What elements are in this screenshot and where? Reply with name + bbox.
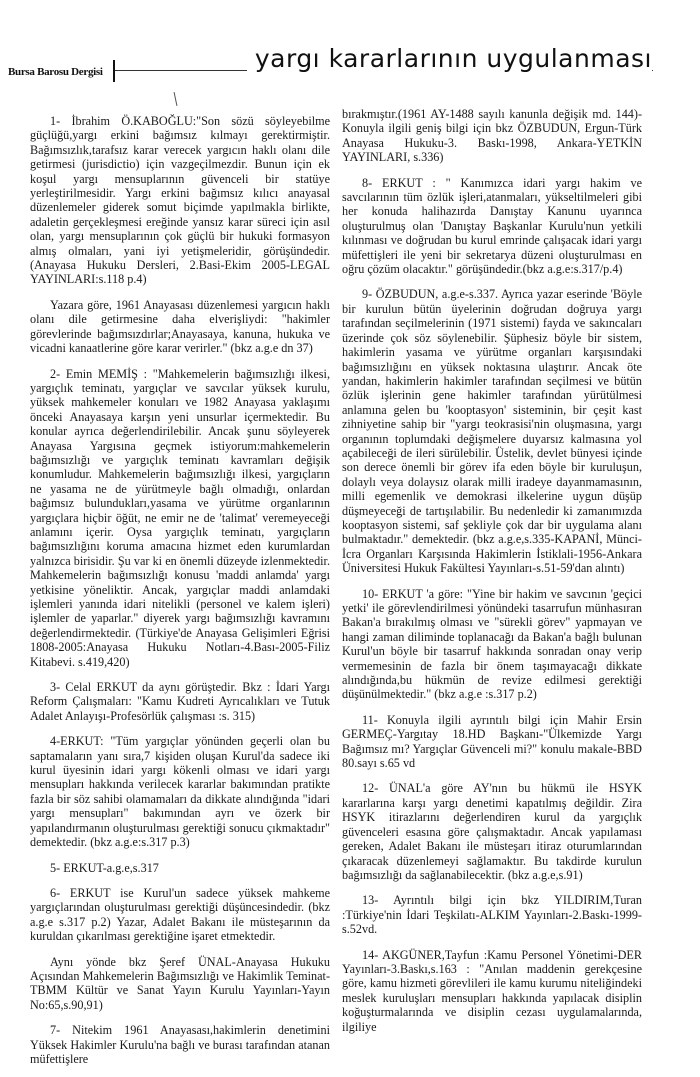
journal-name: Bursa Barosu Dergisi (8, 66, 103, 78)
footnote-1-note: Yazara göre, 1961 Anayasası düzenlemesi yargıcın haklı olanı dile getirmesine daha elverişliydi: "hakimler görevlerinde bağımsızdırlar;Anayasaya, kanuna, hukuka ve vicadni kanaatlerine göre karar verirler." (bkz a.g.e dn 37) (30, 297, 330, 356)
footnote-4: 4-ERKUT: "Tüm yargıçlar yönünden geçerli olan bu saptamaların yanı sıra,7 kişiden oluşan Kurul'da sadece iki kurul üyesinin idari yargı kökenli olması ve idari yargı mensupları hakkında verilecek kararlar bakımından pratikte fazla bir söz sahibi olamamaları da dikkate alındığında "idari yargı mensupları" bakımından ayrı ve özerk bir yapılandırmanın oluşturulması gerektiği sonucu çıkmaktadır" demektedir. (bkz a.g.e:s.317 p.3) (30, 734, 330, 850)
footnote-14: 14- AKGÜNER,Tayfun :Kamu Personel Yönetimi-DER Yayınları-3.Baskı,s.163 : "Anılan maddenin gerekçesine göre, kamu hizmeti görevlileri ile kamu kurumu niteliğindeki meslek kuruluşları mensupları hakkında yapılacak disiplin koğuşturmalarında ve disiplin cezası uygulamalarında, ilgiliye (342, 947, 642, 1034)
left-column (30, 114, 330, 1077)
footnote-7-cont: bırakmıştır.(1961 AY-1488 sayılı kanunla değişik md. 144)-Konuyla ilgili geniş bilgi için bkz ÖZBUDUN, Ergun-Türk Anayasa Hukuku-3. Baskı-1998, Ankara-YETKİN YAYINLARI, s.336) (342, 107, 642, 165)
right-column (342, 107, 642, 1045)
page-header (0, 0, 700, 90)
footnote-3: 3- Celal ERKUT da aynı görüştedir. Bkz : İdari Yargı Reform Çalışmaları: "Kamu Kudreti Ayrıcalıkları ve Tutuk Adalet Anlayışı-Profesörlük çalışması :s. 315) (30, 680, 330, 723)
footnote-12: 12- ÜNAL'a göre AY'nın bu hükmü ile HSYK kararlarına karşı yargı denetimi kapatılmış değildir. Zira HSYK itirazlarını değerlendiren kurul da yargıçlık güvenceleri esasına göre çalışmaktadır. Ancak yapılaması gereken, Adalet Bakanı ile müsteşarı itiraz oturumlarından çıkaracak düzenlemeyi sağlamaktır. Bu takdirde kurulun bağımsızlığı da sağlanabilecektir. (bkz a.g.e,s.91) (342, 781, 642, 882)
pen-mark (174, 92, 178, 106)
footnote-1: 1- İbrahim Ö.KABOĞLU:"Son sözü söyleyebilme güçlüğü,yargı erkini bağımsız kılmayı gerektirmiştir. Bağımsızlık,tarafsız karar verecek yargıcın haklı olanı dile getirmesi (jurisdictio) için vazgeçilmezdir. Bunun için ek koşul yargı mensuplarının güvenceli bir statüye yerleştirilmesidir. Yargı erkini bağımsız kılıcı anayasal düzenlemeler giderek somut biçimde yapılmakla birlikte, adaletin gerçekleşmesi ereğinde yansız karar süreci için asıl olan, yargı mensuplarının çok güçlü bir hukuki formasyon almış olmaları, yani iyi yetişmeleridir, görüşündedir.(Anayasa Hukuku Dersleri, 2.Basi-Ekim 2005-LEGAL YAYINLARI:s.118 p.4) (30, 114, 330, 287)
header-divider (113, 60, 115, 82)
footnote-8: 8- ERKUT : " Kanımızca idari yargı hakim ve savcılarının tüm özlük işleri,atanmaları, yükseltilmeleri gibi her konuda halihazırda Danıştay Kanunu uyarınca oluşturulmuş olan 'Danıştay Başkanlar Kurulu'nun yetkili kılınması ve doğrudan bu kurul emrinde çalışacak idari yargı müfettişleri ile yeni bir sekretarya düzeni oluşturulması en oğru çözüm olacaktır." görüşündedir.(bkz a.g.e:s.317/p.4) (342, 175, 642, 277)
footnote-7: 7- Nitekim 1961 Anayasası,hakimlerin denetimini Yüksek Hakimler Kurulu'na bağlı ve burası tarafından atanan müfettişlere (30, 1023, 330, 1066)
footnote-6-note: Aynı yönde bkz Şeref ÜNAL-Anayasa Hukuku Açısından Mahkemelerin Bağımsızlığı ve Hakimlik Teminat-TBMM Kültür ve Sanat Yayın Kurulu Yayınları-Yayın No:65,s.90,91) (30, 954, 330, 1012)
footnote-11: 11- Konuyla ilgili ayrıntılı bilgi için Mahir Ersin GERMEÇ-Yargıtay 18.HD Başkanı-"Ülkemizde Yargı Bağımsız mı? Yargıçlar Güvenceli mi?" konulu makale-BBD 80.sayı s.65 vd (342, 712, 642, 771)
footnote-5: 5- ERKUT-a.g.e,s.317 (50, 860, 159, 875)
footnote-9: 9- ÖZBUDUN, a.g.e-s.337. Ayrıca yazar eserinde 'Böyle bir kurulun bütün üyelerinin doğrudan doğruya yargı tarafından seçilmelerinin (1971 sistemi) fayda ve sakıncaları üzerinde çok söz söylenebilir. Şüphesiz böyle bir sistem, hakimlerin yasama ve yürütme organları karşısındaki bağımsızlığını en yüksek noktasına ulaştırır. Ancak öte yandan, hakimlerin hakimler tarafından seçilmesi ve bütün özlük işlerinin gene hakimler tarafından yürütülmesi anlamına gelen bu 'kooptasyon' sisteminin, bir çeşit kast zihniyetine sahip bir "yargı teokrasisi'nin oluşmasına, yargı organının toplumdaki değişmelere duyarsız kalmasına yol açabileceği de ileri sürülebilir. Üstelik, devlet bünyesi içinde son derece önemli bir görev ifa eden böyle bir kuruluşun, dolaylı veya dolaysız olarak milli iradeye dayanmamasının, milli egemenlik ve demokrasi ilkelerine uygun düşüp düşmeyeceği de tartışılabilir. Bu nedenledir ki zamanımızda kooptasyon sistemi, saf şekliyle çok dar bir uygulama alanı bulmaktadır." demektedir. (bkz a.g.e,s.335-KAPANİ, Münci-İcra Organları Karşısında Hakimlerin İstiklali-1956-Ankara Üniversitesi Hukuk Fakültesi Yayınları-s.51-59'dan alıntı) (342, 287, 642, 576)
footnote-13: 13- Ayrıntılı bilgi için bkz YILDIRIM,Turan :Türkiye'nin İdari Teşkilatı-ALKIM Yayınları-2.Baskı-1999-s.52vd. (342, 893, 642, 937)
footnote-2: 2- Emin MEMİŞ : "Mahkemelerin bağımsızlığı ilkesi, yargıçlık teminatı, yargıçlar ve savcılar yüksek kurulu, yüksek mahkemeler konuları ve 1982 Anayasa yaklaşımı önceki Anayasaya karşın yeni unsurlar içermektedir. Bu konular ayrıca değerlendirilebilir. Ancak şunu söyleyerek Anayasa Yargısına geçmek istiyorum:mahkemelerin bağımsızlığı ve yargıçlık teminatı kavramları değişik konumludur. Mahkemelerin bağımsızlığı ilkesi, yargıçların ne yasama ne de yürütmeyle bağlı olmadığı, onlardan bağımsız bulundukları,yasama ve yürütme organlarının yargıçlara hiçbir öğüt, ne emir ne de 'talimat' veremeyeceği anlamını içerir. Oysa yargıçlık teminatı, yargıçların bağımsızlığını koruma amacına hizmet eden kurumlardan yalnızca birisidir. Şu var ki en önemli düzeyde izlenmektedir. Mahkemelerin bağımsızlığı konusu 'maddi anlamda' yargı yetkisine yöneliktir. Ancak, yargıçlar maddi anlamdaki işlemleri yanında idari nitelikli (personel ve kalem işleri) işlemler de yaparlar." diyerek yargı bağımsızlığı kavramını değerlendirmektedir. (Türkiye'de Anayasa Gelişimleri Eğrisi 1808-2005:Anayasa Hukuku Notları-4.Bası-2005-Filiz Kitabevi. s.419,420) (30, 366, 330, 669)
footnote-10: 10- ERKUT 'a göre: "Yine bir hakim ve savcının 'geçici yetki' ile görevlendirilmesi yönündeki tasarrufun münhasıran Bakan'a bırakılmış olması ve "sürekli görev" yapmayan ve hangi zaman diliminde toplanacağı da Bakan'a bağlı bulunan Kurul'un böyle bir tasarruf hakkında sonradan onay verip vermemesinin de fazla bir önem taşımayacağı dikkate alındığında,bu hükmün de revize edilmesi gerektiği düşünülmektedir." (bkz a.g.e :s.317 p.2) (342, 586, 642, 702)
footnote-6: 6- ERKUT ise Kurul'un sadece yüksek mahkeme yargıçlarından oluşturulması gerektiği düşüncesindedir. (bkz a.g.e s.317 p.2) Yazar, Adalet Bakanı ile müsteşarının da kuruldan çıkarılması gerektiğine işaret etmektedir. (30, 885, 330, 944)
section-title: yargı kararlarının uygulanması (247, 44, 652, 73)
